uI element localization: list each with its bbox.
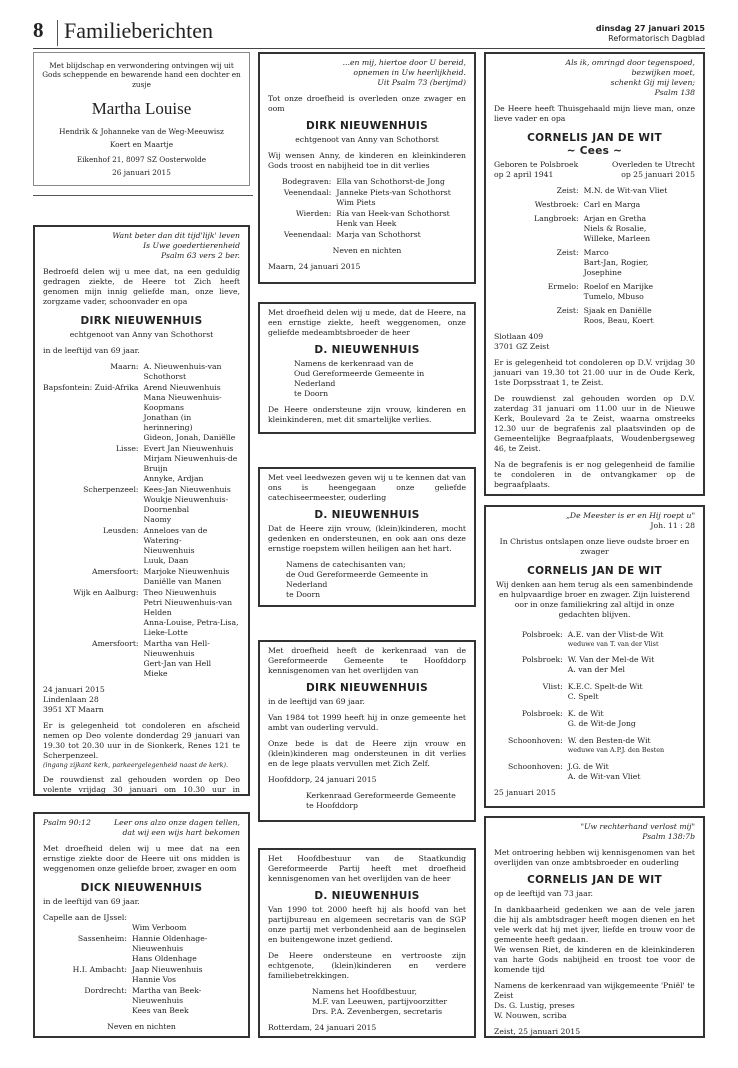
verse-ref: Psalm 138:7b: [642, 832, 695, 841]
family-place: Dordrecht:: [84, 986, 127, 995]
death-notice-hoofddorp: [258, 640, 476, 822]
family-place: Polsbroek:: [521, 655, 563, 665]
condolence-note: Na de begrafenis is er nog gelegenheid de familie te condoleren in de ontvangkamer op de begraafplaats.: [494, 460, 695, 489]
home-address: 24 januari 2015 Lindenlaan 28 3951 XT Maarn: [43, 685, 105, 714]
death-notice-cees-family: [484, 52, 705, 496]
notice-footer: Zeist, 25 januari 2015: [494, 1027, 581, 1036]
family-place: Langbroek:: [534, 214, 579, 223]
family-entry: [568, 655, 695, 675]
death-notice-zeist-council: [484, 816, 705, 1038]
family-place: H.I. Ambacht:: [72, 965, 127, 974]
deceased-name: DICK NIEUWENHUIS: [80, 882, 203, 894]
family-list: [43, 362, 240, 679]
family-entry: [568, 709, 695, 729]
family-place: Vlist:: [542, 682, 563, 692]
family-place: Veenendaal:: [283, 230, 332, 239]
family-entry: [568, 736, 695, 754]
baby-name: Martha Louise: [91, 99, 192, 119]
column-rule-left: [33, 195, 253, 196]
verse-ref: Uit Psalm 73 (berijmd): [377, 78, 466, 87]
family-names: K.E.C. Spelt-de Wit C. Spelt: [567, 682, 643, 702]
on-behalf: Namens de kerkenraad van wijkgemeente 'Pniël' te Zeist Ds. G. Lustig, preses W. Nouwen, scriba: [494, 981, 695, 1020]
family-names: Wim Verboom: [131, 923, 187, 932]
birth-announcement: [33, 52, 250, 186]
notice-intro: Het Hoofdbestuur van de Staatkundig Gereformeerde Partij heeft met droefheid kennisgenomen van het overlijden van de heer: [268, 854, 466, 883]
death-notice-party: [258, 848, 476, 1038]
death-notice-catechists: [258, 467, 476, 607]
family-names: Sjaak en Daniëlle Roos, Beau, Koert: [583, 306, 654, 325]
family-place: Leusden:: [102, 526, 139, 535]
family-place: Zeist:: [556, 186, 579, 195]
verse-ref: Psalm 90:12: [43, 818, 91, 827]
family-place: Scherpenzeel:: [83, 485, 139, 494]
family-names: Kees-Jan Nieuwenhuis Woukje Nieuwenhuis- Doornenbal Naomy: [143, 485, 231, 524]
age-line: op de leeftijd van 73 jaar.: [494, 889, 593, 898]
deceased-name: CORNELIS JAN DE WIT: [527, 132, 662, 144]
notice-intro: In Christus ontslapen onze lieve oudste broer en zwager: [499, 537, 690, 556]
visitation-info: Er is gelegenheid tot condoleren op D.V. vrijdag 30 januari van 19.30 tot 21.00 uur in de Oude Kerk, 1ste Dorpsstraat 1, te Zeist.: [494, 358, 695, 387]
family-place: Wierden:: [295, 209, 332, 218]
parking-note: (ingang zijkant kerk, parkeergelegenheid naast de kerk).: [43, 761, 229, 769]
family-entry: [568, 682, 695, 702]
deceased-name: DIRK NIEUWENHUIS: [80, 315, 203, 327]
notice-intro: Met droefheid delen wij u mede, dat de Heere, na een ernstige ziekte, heeft weggenomen, onze geliefde medeambtsbroeder de heer: [268, 308, 466, 337]
verse: [43, 818, 240, 838]
family-place: Schoonhoven:: [508, 736, 563, 746]
died-line: Overleden te Utrecht op 25 januari 2015: [612, 160, 695, 179]
family-names: W. den Besten-de Wit: [567, 736, 651, 746]
office-line: Van 1990 tot 2000 heeft hij als hoofd van het partijbureau en algemeen secretaris van de SGP onze partij met verbondenheid aan de beginselen en buitengewone inzet gediend.: [268, 905, 466, 944]
family-place: Westbroek:: [534, 200, 579, 209]
newspaper-name: Reformatorisch Dagblad: [608, 34, 705, 43]
notice-footer: [268, 606, 466, 607]
issue-date: dinsdag 27 januari 2015: [595, 24, 705, 33]
verse-text: ...en mij, hiertoe door U bereid, opnemen in Uw heerlijkheid.: [342, 58, 466, 77]
family-place: Ermelo:: [547, 282, 579, 291]
family-place: Veenendaal:: [283, 188, 332, 197]
section-title: Familieberichten: [64, 18, 214, 43]
deceased-name: D. NIEUWENHUIS: [314, 509, 420, 521]
family-names: Martha van Beek-Nieuwenhuis Kees van Beek: [131, 986, 202, 1015]
family-place: Amersfoort:: [92, 639, 139, 648]
deceased-name: CORNELIS JAN DE WIT: [527, 874, 662, 886]
notice-intro: Bedroefd delen wij u mee dat, na een geduldig gedragen ziekte, de Heere tot Zich heeft genomen mijn innig geliefde man, onze lieve, zorgzame vader, schoonvader en opa: [43, 267, 240, 306]
family-names: Carl en Marga: [583, 200, 641, 209]
verse: [494, 822, 695, 842]
verse-ref: Psalm 138: [654, 88, 695, 97]
family-place: Amersfoort:: [92, 567, 139, 576]
family-names: Roelof en Marijke Tumelo, Mbuso: [583, 282, 654, 301]
deceased-name: DIRK NIEUWENHUIS: [305, 682, 429, 694]
notice-footer: Rotterdam, 24 januari 2015: [268, 1023, 377, 1032]
age-line: in de leeftijd van 69 jaar.: [43, 897, 140, 906]
family-names: A.E. van der Vlist-de Wit: [567, 630, 664, 639]
born-line: Geboren te Polsbroek op 2 april 1941: [494, 160, 579, 179]
memory-line: In dankbaarheid gedenken we aan de vele jaren die hij als ambtsdrager heeft mogen dienen en het vele werk dat hij met ijver, liefde en trouw voor de gemeente heeft gedaan.: [494, 905, 695, 944]
wish-line: Dat de Heere zijn vrouw, (klein)kinderen, mocht gedenken en ondersteunen, en ook aan ons deze ernstige roepstem willen heiligen aan het hart.: [268, 524, 466, 553]
family-names: W. Van der Mel-de Wit A. van der Mel: [567, 655, 655, 675]
on-behalf: Kerkenraad Gereformeerde Gemeente te Hoofddorp: [306, 791, 456, 810]
verse: [43, 231, 240, 261]
deceased-name: DIRK NIEUWENHUIS: [305, 120, 429, 132]
family-entry: [568, 630, 695, 648]
home-address: Slotlaan 409 3701 GZ Zeist: [494, 332, 550, 351]
header-divider: [57, 20, 58, 46]
notice-footer: Maarn, 24 januari 2015: [268, 262, 361, 271]
family-names: Arend Nieuwenhuis Mana Nieuwenhuis-Koopmans Jonathan (in herinnering) Gideon, Jonah, Daniëlle: [143, 383, 236, 442]
family-names: K. de Wit G. de Wit-de Jong: [567, 709, 636, 729]
family-names: J.G. de Wit A. de Wit-van Vliet: [567, 761, 641, 781]
family-note: weduwe van T. van der Vlist: [567, 640, 659, 648]
family-names: Martha van Hell-Nieuwenhuis Gert-Jan van Hell Mieke: [143, 639, 212, 678]
on-behalf: Namens het Hoofdbestuur, M.F. van Leeuwen, partijvoorzitter Drs. P.A. Zevenbergen, secretaris: [312, 987, 448, 1016]
family-place: Schoonhoven:: [508, 761, 563, 771]
on-behalf: Namens de kerkenraad van de Oud Gereformeerde Gemeente in Nederland te Doorn: [294, 359, 425, 398]
notice-intro: Met veel leedwezen geven wij u te kennen dat van ons is heengegaan onze geliefde catechiseermeester, ouderling: [268, 473, 466, 502]
notice-date: Hoofddorp, 24 januari 2015: [268, 775, 377, 784]
deceased-name: D. NIEUWENHUIS: [314, 890, 420, 902]
family-place: Capelle aan de IJssel:: [43, 913, 127, 922]
on-behalf: Namens de catechisanten van; de Oud Gereformeerde Gemeente in Nederland te Doorn: [286, 560, 429, 599]
family-place: Bodegraven:: [282, 177, 332, 186]
notice-intro: De Heere heeft Thuisgehaald mijn lieve man, onze lieve vader en opa: [494, 104, 695, 123]
family-place: Polsbroek:: [521, 630, 563, 639]
page-number: 8: [33, 18, 44, 42]
header-rule: [33, 48, 705, 49]
family-place: Sassenheim:: [77, 934, 127, 943]
family-list: [282, 177, 466, 240]
verse-text: Leer ons alzo onze dagen tellen, dat wij een wijs hart bekomen: [114, 818, 240, 837]
parents: Hendrik & Johanneke van de Weg-Meeuwisz: [59, 127, 224, 137]
death-notice-dirk-family: [33, 225, 250, 796]
notice-intro: Met droefheid delen wij u mee dat na een ernstige ziekte door de Heere uit ons midden is weggenomen onze geliefde broer, zwager en oom: [43, 844, 240, 873]
wish-line: We wensen Riet, de kinderen en de kleinkinderen van harte Gods nabijheid en troost toe voor de komende tijd: [494, 945, 695, 974]
family-entry: [568, 762, 695, 782]
family-place: Bapsfontein: Zuid-Afrika: [43, 383, 139, 392]
deceased-name: CORNELIS JAN DE WIT: [527, 565, 662, 577]
notice-intro: Met droefheid heeft de kerkenraad van de Gereformeerde Gemeente te Hoofddorp kennisgenomen van het overlijden van: [268, 646, 466, 675]
birth-address: Eikenhof 21, 8097 SZ Oosterwolde: [76, 155, 207, 165]
family-names: Marja van Schothorst: [336, 230, 421, 239]
death-notice-dirk-inlaws: [258, 52, 476, 284]
funeral-service: De rouwdienst zal gehouden worden op Deo volente vrijdag 30 januari om 10.30 uur in: [43, 775, 240, 795]
verse-ref: Psalm 63 vers 2 ber.: [161, 251, 240, 260]
visitation-text: Er is gelegenheid tot condoleren en afscheid nemen op Deo volente donderdag 29 januari van 19.30 tot 20.30 uur in de Sionkerk, Renes 121 te Scherpenzeel.: [43, 721, 240, 760]
birth-intro: Met blijdschap en verwondering ontvingen wij uit Gods scheppende en bewarende hand een dochter en zusje: [42, 61, 241, 89]
spouse-line: echtgenoot van Anny van Schothorst: [295, 135, 439, 144]
verse-text: Als ik, omringd door tegenspoed, bezwijken moet, schenkt Gij mij leven;: [565, 58, 695, 87]
family-place: Zeist:: [556, 306, 579, 315]
verse: [494, 58, 695, 98]
family-place: Polsbroek:: [521, 709, 563, 719]
notice-footer: [268, 431, 466, 434]
death-notice-church-council: [258, 302, 476, 434]
death-notice-dick: [33, 812, 250, 1038]
family-names: Marco Bart-Jan, Rogier, Josephine: [583, 248, 649, 277]
family-list: [534, 186, 695, 326]
family-names: A. Nieuwenhuis-van Schothorst: [143, 362, 222, 381]
family-list: [508, 630, 695, 782]
wish-line: De Heere ondersteune zijn vrouw, kinderen en kleinkinderen, met dit smartelijke verlies.: [268, 405, 466, 424]
visitation-info: [43, 721, 240, 761]
family-place: Lisse:: [115, 444, 139, 453]
deceased-name: D. NIEUWENHUIS: [314, 344, 420, 356]
family-names: Jaap Nieuwenhuis Hannie Vos: [131, 965, 203, 984]
notice-footer: 25 januari 2015: [494, 787, 556, 797]
funeral-service: De rouwdienst zal gehouden worden op D.V. zaterdag 31 januari om 11.00 uur in de Nieuwe Kerk, Boulevard 2a te Zeist, waarna omstreeks 12.30 uur de begrafenis zal plaatsvinden op de Gemeentelijke Begraafplaats, Woudenbergseweg 46, te Zeist.: [494, 394, 695, 453]
verse-ref: Joh. 11 : 28: [650, 521, 695, 530]
notice-intro: Tot onze droefheid is overleden onze zwager en oom: [268, 94, 466, 113]
verse-text: „De Meester is er en Hij roept u": [565, 511, 695, 520]
family-note: weduwe van A.P.J. den Besten: [567, 746, 665, 755]
birth-date: 26 januari 2015: [112, 167, 171, 177]
nickname: ~ Cees ~: [566, 145, 623, 157]
life-dates: [494, 160, 695, 180]
family-names: Marjoke Nieuwenhuis Daniëlle van Manen: [143, 567, 230, 586]
death-notice-siblings: [484, 505, 705, 808]
family-names: M.N. de Wit-van Vliet: [583, 186, 668, 195]
verse: [268, 58, 466, 88]
verse-text: Want beter dan dit tijd'lijk' leven Is Uwe goedertierenheid: [112, 231, 240, 250]
family-names: Evert Jan Nieuwenhuis Mirjam Nieuwenhuis-de Bruijn Annyke, Ardjan: [143, 444, 238, 483]
family-names: Janneke Piets-van Schothorst Wim Piets: [336, 188, 451, 207]
family-names: Arjan en Gretha Niels & Rosalie, Willeke, Marleen: [583, 214, 651, 243]
spouse-line: echtgenoot van Anny van Schothorst: [69, 330, 214, 339]
verse-text: "Uw rechterhand verlost mij": [580, 822, 695, 831]
wish-line: De Heere ondersteune en vertrooste zijn echtgenote, (klein)kinderen en verdere familiebetrekkingen.: [268, 951, 466, 980]
family-place: Wijk en Aalburg:: [73, 588, 139, 597]
age-line: in de leeftijd van 69 jaar.: [43, 346, 140, 355]
family-names: Ella van Schothorst-de Jong: [336, 177, 445, 186]
memory-line: Wij denken aan hem terug als een samenbindende en hulpvaardige broer en zwager. Zijn luisterend oor in onze familiekring zal altijd in onze gedachten blijven.: [496, 580, 693, 619]
notice-intro: Met ontroering hebben wij kennisgenomen van het overlijden van onze ambtsbroeder en ouderling: [494, 848, 695, 867]
family-list: [43, 913, 240, 1016]
others-line: Neven en nichten: [107, 1022, 176, 1031]
family-place: Maarn:: [110, 362, 139, 371]
siblings: Koert en Maartje: [109, 139, 174, 149]
family-names: Theo Nieuwenhuis Petri Nieuwenhuis-van Helden Anna-Louise, Petra-Lisa, Lieke-Lotte: [143, 588, 239, 637]
family-names: Ria van Heek-van Schothorst Henk van Heek: [336, 209, 450, 228]
office-line: Van 1984 tot 1999 heeft hij in onze gemeente het ambt van ouderling vervuld.: [268, 713, 466, 732]
verse: [494, 511, 695, 531]
others-line: Neven en nichten: [332, 246, 402, 255]
wish-line: Wij wensen Anny, de kinderen en kleinkinderen Gods troost en nabijheid toe in dit verlies: [268, 151, 466, 170]
family-names: Anneloes van de Watering- Nieuwenhuis Luuk, Daan: [143, 526, 208, 565]
age-line: in de leeftijd van 69 jaar.: [268, 697, 365, 706]
family-names: Hannie Oldenhage-Nieuwenhuis Hans Oldenhage: [131, 934, 208, 963]
wish-line: Onze bede is dat de Heere zijn vrouw en (klein)kinderen mag ondersteunen in dit verlies en de lege plaats vervullen met Zich Zelf.: [268, 739, 466, 768]
family-place: Zeist:: [556, 248, 579, 257]
